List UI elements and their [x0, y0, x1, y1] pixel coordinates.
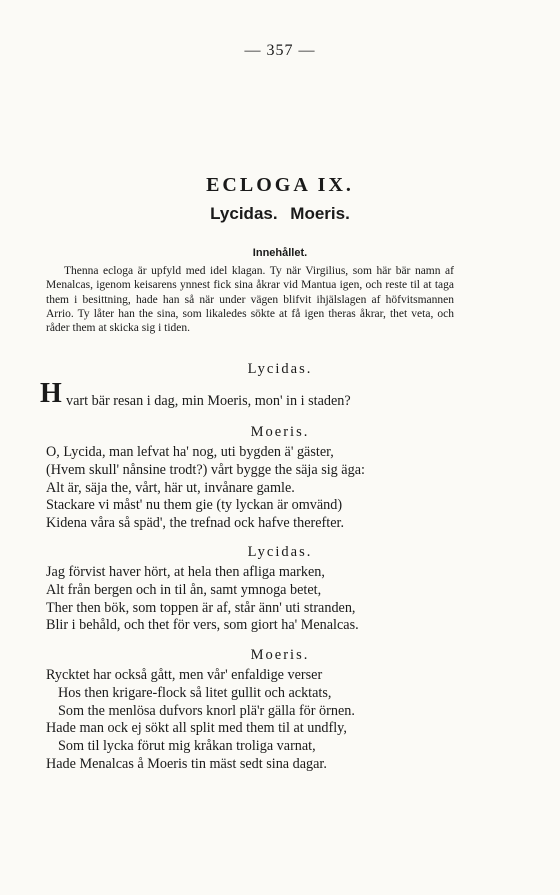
verse-stanza: [46, 667, 476, 774]
verse-stanza: [46, 564, 476, 635]
speaker-label: Lycidas.: [247, 361, 313, 377]
verse-line: Hade Menalcas å Moeris tin mäst sedt sina dagar.: [46, 755, 327, 772]
verse-line: Hos then krigare-flock så litet gullit och acktats,: [58, 684, 332, 701]
verse-line: (Hvem skull' nånsine trodt?) vårt bygge the säja sig äga:: [46, 461, 365, 478]
verse-line: Blir i behåld, och thet för vers, som giort ha' Menalcas.: [46, 617, 359, 634]
speaker-label: Lycidas.: [247, 544, 313, 560]
verse-line: vart bär resan i dag, min Moeris, mon' in i staden?: [66, 393, 351, 409]
verse-line: Som til lycka förut mig kråkan troliga varnat,: [58, 738, 316, 755]
drop-cap: H: [40, 378, 62, 409]
verse-line: Alt är, säja the, vårt, här ut, invånare gamle.: [46, 479, 295, 496]
verse-line: Kidena våra så späd', the trefnad ock hafve therefter.: [46, 515, 344, 532]
verse-stanza: [46, 444, 476, 533]
verse-line: O, Lycida, man lefvat ha' nog, uti bygden ä' gäster,: [46, 444, 334, 460]
page-number: — 357 —: [244, 42, 316, 59]
summary-heading: Innehållet.: [252, 247, 308, 259]
verse-line: Jag förvist haver hört, at hela then afliga marken,: [46, 564, 325, 580]
speaker-label: Moeris.: [250, 424, 310, 440]
verse-line: Stackare vi måst' nu them gie (ty lyckan är omvänd): [46, 497, 343, 514]
summary-paragraph: Thenna ecloga är upfyld med idel klagan. Ty när Virgilius, som här bär namn af Menalcas, igenom keisarens ynnest fick sina åkrar vid Mantua igen, och reste til at taga them i besittning, hade han så när under vägen blifvit ihjälslagen af höfvitsmannen Arrio. Ty låter han the sina, som likaledes sökte at få igen theras åkrar, thet veta, och råder them at skicka sig i tiden.: [46, 265, 454, 335]
verse-line: Rycktet har också gått, men vår' enfaldige verser: [46, 667, 323, 683]
verse-line: Som the menlösa dufvors knorl plä'r gälla för örnen.: [58, 702, 355, 719]
verse-line: Ther then bök, som toppen är af, står änn' uti stranden,: [46, 599, 356, 616]
verse-line: Alt från bergen och in til ån, samt ymnoga betet,: [46, 581, 322, 598]
verse-line: Hade man ock ej sökt all split med them til at undfly,: [46, 720, 347, 737]
speaker-label: Moeris.: [250, 647, 310, 663]
eclogue-characters: Lycidas. Moeris.: [210, 204, 350, 223]
eclogue-title: ECLOGA IX.: [206, 174, 354, 196]
